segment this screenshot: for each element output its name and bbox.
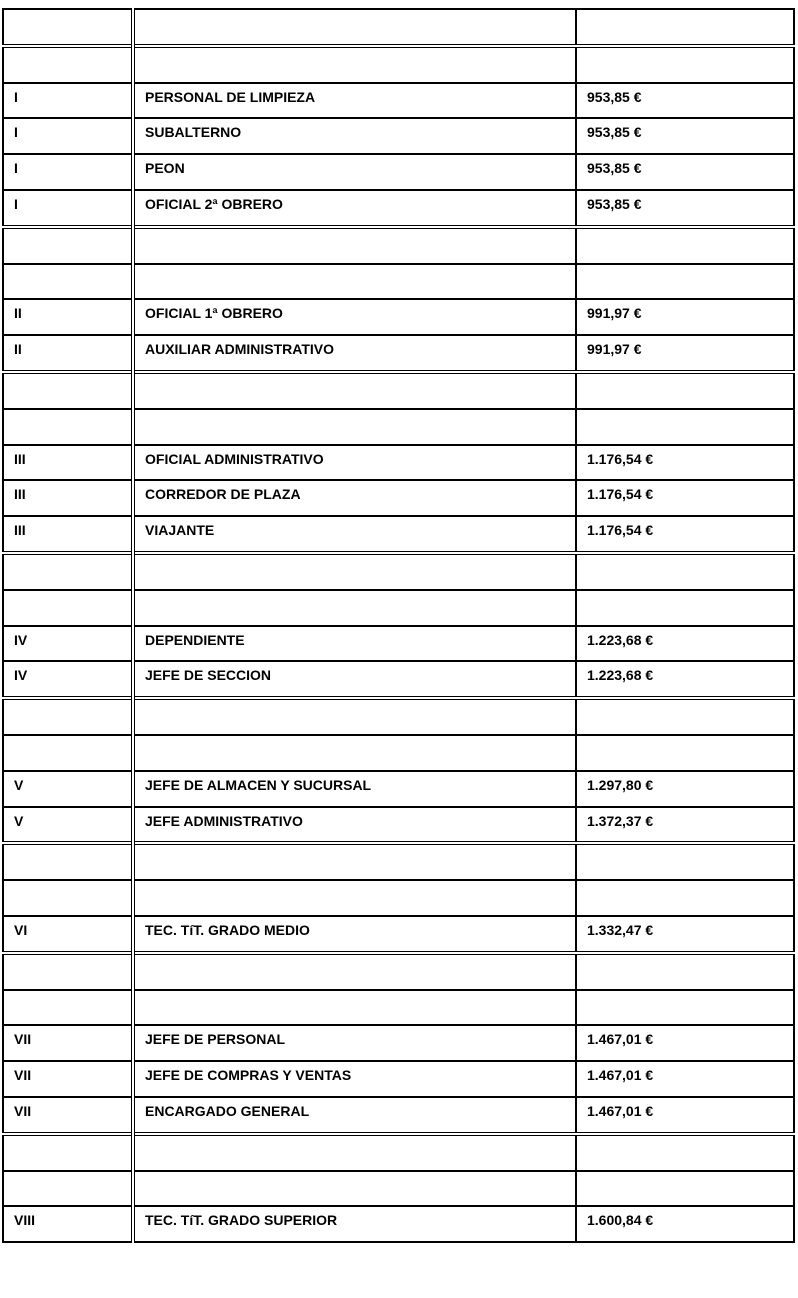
salary-cell-text: 1.176,54 € [587, 522, 654, 539]
salary-cell [576, 735, 794, 771]
category-cell [133, 1025, 576, 1061]
group-cell-text [14, 991, 131, 997]
group-cell-text [14, 1172, 131, 1178]
group-cell-text: I [14, 124, 18, 141]
empty-row [3, 372, 794, 409]
salary-cell-text: 1.297,80 € [587, 776, 654, 793]
salary-cell [576, 1097, 794, 1134]
category-cell-text: TEC. TíT. GRADO SUPERIOR [145, 1212, 338, 1229]
group-cell [3, 916, 133, 953]
empty-row [3, 1134, 794, 1171]
empty-row [3, 843, 794, 880]
salary-cell-text [587, 1172, 793, 1178]
group-cell-text: II [14, 341, 22, 358]
salary-cell-text: 1.223,68 € [587, 631, 654, 648]
salary-cell [576, 590, 794, 626]
salary-cell-text: 953,85 € [587, 88, 642, 105]
salary-cell [576, 661, 794, 698]
category-cell-text: VIAJANTE [145, 522, 215, 539]
category-cell-text [145, 736, 575, 742]
category-cell-text: SUBALTERNO [145, 124, 242, 141]
salary-cell [576, 626, 794, 662]
category-cell [133, 83, 576, 119]
group-cell-text [14, 48, 131, 54]
salary-cell-text: 1.332,47 € [587, 921, 654, 938]
salary-cell-text: 991,97 € [587, 305, 642, 322]
salary-cell [576, 227, 794, 264]
category-cell-text [145, 591, 575, 597]
group-cell [3, 154, 133, 190]
empty-row [3, 735, 794, 771]
category-cell-text: JEFE DE SECCION [145, 667, 272, 684]
category-cell-text [145, 991, 575, 997]
empty-row [3, 590, 794, 626]
salary-cell [576, 1171, 794, 1207]
category-cell [133, 1134, 576, 1171]
empty-row [3, 953, 794, 990]
category-cell-text [145, 845, 575, 851]
table-row [3, 1061, 794, 1097]
category-cell [133, 445, 576, 481]
group-cell [3, 880, 133, 916]
salary-cell [576, 335, 794, 372]
group-cell [3, 46, 133, 83]
category-cell [133, 953, 576, 990]
category-cell [133, 553, 576, 590]
empty-row [3, 9, 794, 46]
group-cell [3, 1171, 133, 1207]
empty-row [3, 880, 794, 916]
group-cell [3, 264, 133, 300]
category-cell [133, 990, 576, 1026]
salary-cell-text [587, 374, 793, 380]
category-cell-text: OFICIAL 1ª OBRERO [145, 305, 283, 322]
salary-cell [576, 990, 794, 1026]
salary-cell [576, 516, 794, 553]
group-cell-text [14, 555, 131, 561]
salary-table-body [3, 9, 794, 1242]
salary-cell-text: 1.176,54 € [587, 450, 654, 467]
group-cell [3, 409, 133, 445]
salary-cell-text: 1.372,37 € [587, 812, 654, 829]
group-cell [3, 516, 133, 553]
category-cell-text: JEFE ADMINISTRATIVO [145, 812, 303, 829]
category-cell-text [145, 1172, 575, 1178]
salary-cell-text: 1.176,54 € [587, 486, 654, 503]
category-cell [133, 735, 576, 771]
group-cell [3, 83, 133, 119]
table-row [3, 661, 794, 698]
category-cell-text: DEPENDIENTE [145, 631, 245, 648]
group-cell-text: IV [14, 631, 28, 648]
category-cell-text: CORREDOR DE PLAZA [145, 486, 301, 503]
group-cell-text: I [14, 195, 18, 212]
salary-cell [576, 553, 794, 590]
salary-cell [576, 118, 794, 154]
salary-cell-text [587, 700, 793, 706]
group-cell-text: I [14, 88, 18, 105]
group-cell [3, 335, 133, 372]
group-cell [3, 843, 133, 880]
category-cell [133, 1206, 576, 1242]
table-row [3, 154, 794, 190]
group-cell [3, 445, 133, 481]
table-row [3, 335, 794, 372]
group-cell [3, 480, 133, 516]
salary-cell-text [587, 736, 793, 742]
category-cell [133, 1061, 576, 1097]
group-cell [3, 807, 133, 844]
group-cell-text [14, 881, 131, 887]
empty-row [3, 990, 794, 1026]
salary-cell [576, 480, 794, 516]
salary-cell-text [587, 410, 793, 416]
table-row [3, 807, 794, 844]
group-cell [3, 1061, 133, 1097]
group-cell-text: III [14, 486, 26, 503]
group-cell-text [14, 374, 131, 380]
empty-row [3, 698, 794, 735]
group-cell-text: VI [14, 921, 28, 938]
category-cell [133, 698, 576, 735]
empty-row [3, 1171, 794, 1207]
salary-cell-text [587, 591, 793, 597]
salary-cell-text [587, 955, 793, 961]
category-cell-text: JEFE DE ALMACEN Y SUCURSAL [145, 776, 372, 793]
category-cell-text: AUXILIAR ADMINISTRATIVO [145, 341, 334, 358]
salary-cell [576, 264, 794, 300]
category-cell-text [145, 229, 575, 235]
table-row [3, 626, 794, 662]
group-cell-text [14, 410, 131, 416]
salary-cell [576, 190, 794, 227]
group-cell-text [14, 265, 131, 271]
group-cell [3, 553, 133, 590]
group-cell-text: II [14, 305, 22, 322]
group-cell [3, 118, 133, 154]
group-cell [3, 9, 133, 46]
salary-cell-text [587, 1136, 793, 1142]
group-cell-text: III [14, 450, 26, 467]
category-cell-text [145, 955, 575, 961]
category-cell [133, 916, 576, 953]
salary-cell [576, 843, 794, 880]
category-cell-text [145, 10, 575, 16]
category-cell [133, 46, 576, 83]
category-cell-text: JEFE DE PERSONAL [145, 1031, 286, 1048]
category-cell [133, 372, 576, 409]
group-cell-text [14, 700, 131, 706]
salary-table [2, 8, 795, 1243]
salary-cell-text: 953,85 € [587, 124, 642, 141]
category-cell [133, 661, 576, 698]
salary-cell-text [587, 48, 793, 54]
category-cell [133, 843, 576, 880]
category-cell-text: JEFE DE COMPRAS Y VENTAS [145, 1067, 352, 1084]
salary-cell [576, 154, 794, 190]
category-cell [133, 590, 576, 626]
table-row [3, 445, 794, 481]
category-cell-text: OFICIAL ADMINISTRATIVO [145, 450, 324, 467]
group-cell-text: III [14, 522, 26, 539]
salary-cell-text [587, 555, 793, 561]
salary-cell-text [587, 991, 793, 997]
category-cell [133, 9, 576, 46]
salary-cell [576, 1025, 794, 1061]
salary-cell [576, 1061, 794, 1097]
salary-cell [576, 299, 794, 335]
salary-cell [576, 880, 794, 916]
category-cell-text [145, 374, 575, 380]
empty-row [3, 264, 794, 300]
salary-cell-text: 953,85 € [587, 160, 642, 177]
category-cell [133, 480, 576, 516]
group-cell-text [14, 229, 131, 235]
category-cell [133, 1097, 576, 1134]
salary-cell [576, 445, 794, 481]
group-cell [3, 299, 133, 335]
table-row [3, 516, 794, 553]
category-cell [133, 335, 576, 372]
category-cell [133, 771, 576, 807]
salary-cell [576, 771, 794, 807]
category-cell [133, 154, 576, 190]
category-cell-text [145, 48, 575, 54]
salary-cell-text: 1.600,84 € [587, 1212, 654, 1229]
salary-cell-text [587, 881, 793, 887]
group-cell [3, 1206, 133, 1242]
salary-cell [576, 372, 794, 409]
salary-cell-text: 991,97 € [587, 341, 642, 358]
category-cell-text: PEON [145, 160, 185, 177]
salary-cell-text: 1.467,01 € [587, 1067, 654, 1084]
salary-cell [576, 916, 794, 953]
category-cell [133, 190, 576, 227]
category-cell [133, 409, 576, 445]
table-row [3, 771, 794, 807]
empty-row [3, 409, 794, 445]
table-row [3, 190, 794, 227]
empty-row [3, 227, 794, 264]
group-cell [3, 590, 133, 626]
group-cell [3, 735, 133, 771]
group-cell [3, 771, 133, 807]
group-cell-text [14, 1136, 131, 1142]
group-cell [3, 990, 133, 1026]
salary-cell [576, 953, 794, 990]
group-cell [3, 372, 133, 409]
group-cell-text [14, 10, 131, 16]
salary-cell [576, 698, 794, 735]
category-cell [133, 626, 576, 662]
category-cell-text [145, 881, 575, 887]
group-cell-text [14, 736, 131, 742]
category-cell-text: PERSONAL DE LIMPIEZA [145, 88, 316, 105]
category-cell-text: OFICIAL 2ª OBRERO [145, 195, 283, 212]
group-cell-text: VII [14, 1067, 32, 1084]
salary-cell [576, 1206, 794, 1242]
salary-cell-text: 1.223,68 € [587, 667, 654, 684]
category-cell-text [145, 1136, 575, 1142]
group-cell-text: IV [14, 667, 28, 684]
group-cell [3, 626, 133, 662]
salary-cell-text [587, 265, 793, 271]
table-row [3, 1206, 794, 1242]
category-cell [133, 227, 576, 264]
salary-cell-text: 953,85 € [587, 195, 642, 212]
group-cell-text [14, 845, 131, 851]
group-cell [3, 190, 133, 227]
group-cell [3, 1134, 133, 1171]
group-cell [3, 227, 133, 264]
salary-cell-text: 1.467,01 € [587, 1102, 654, 1119]
category-cell [133, 807, 576, 844]
group-cell-text: V [14, 776, 24, 793]
category-cell-text: TEC. TíT. GRADO MEDIO [145, 921, 310, 938]
table-row [3, 83, 794, 119]
category-cell-text [145, 555, 575, 561]
group-cell-text: I [14, 160, 18, 177]
group-cell [3, 661, 133, 698]
table-row [3, 299, 794, 335]
category-cell-text: ENCARGADO GENERAL [145, 1102, 310, 1119]
table-row [3, 916, 794, 953]
group-cell [3, 1097, 133, 1134]
group-cell [3, 1025, 133, 1061]
group-cell-text: VII [14, 1031, 32, 1048]
category-cell-text [145, 265, 575, 271]
salary-cell-text: 1.467,01 € [587, 1031, 654, 1048]
group-cell-text: VIII [14, 1212, 36, 1229]
empty-row [3, 46, 794, 83]
salary-cell [576, 46, 794, 83]
category-cell [133, 516, 576, 553]
table-row [3, 1097, 794, 1134]
group-cell-text: V [14, 812, 24, 829]
category-cell-text [145, 410, 575, 416]
salary-cell [576, 807, 794, 844]
salary-cell-text [587, 10, 793, 16]
group-cell [3, 698, 133, 735]
table-row [3, 1025, 794, 1061]
category-cell [133, 264, 576, 300]
salary-cell [576, 83, 794, 119]
category-cell [133, 299, 576, 335]
group-cell-text [14, 591, 131, 597]
empty-row [3, 553, 794, 590]
table-row [3, 480, 794, 516]
salary-cell [576, 1134, 794, 1171]
category-cell-text [145, 700, 575, 706]
category-cell [133, 880, 576, 916]
group-cell-text: VII [14, 1102, 32, 1119]
category-cell [133, 1171, 576, 1207]
group-cell [3, 953, 133, 990]
salary-cell-text [587, 845, 793, 851]
category-cell [133, 118, 576, 154]
table-row [3, 118, 794, 154]
salary-cell-text [587, 229, 793, 235]
salary-cell [576, 9, 794, 46]
salary-cell [576, 409, 794, 445]
group-cell-text [14, 955, 131, 961]
